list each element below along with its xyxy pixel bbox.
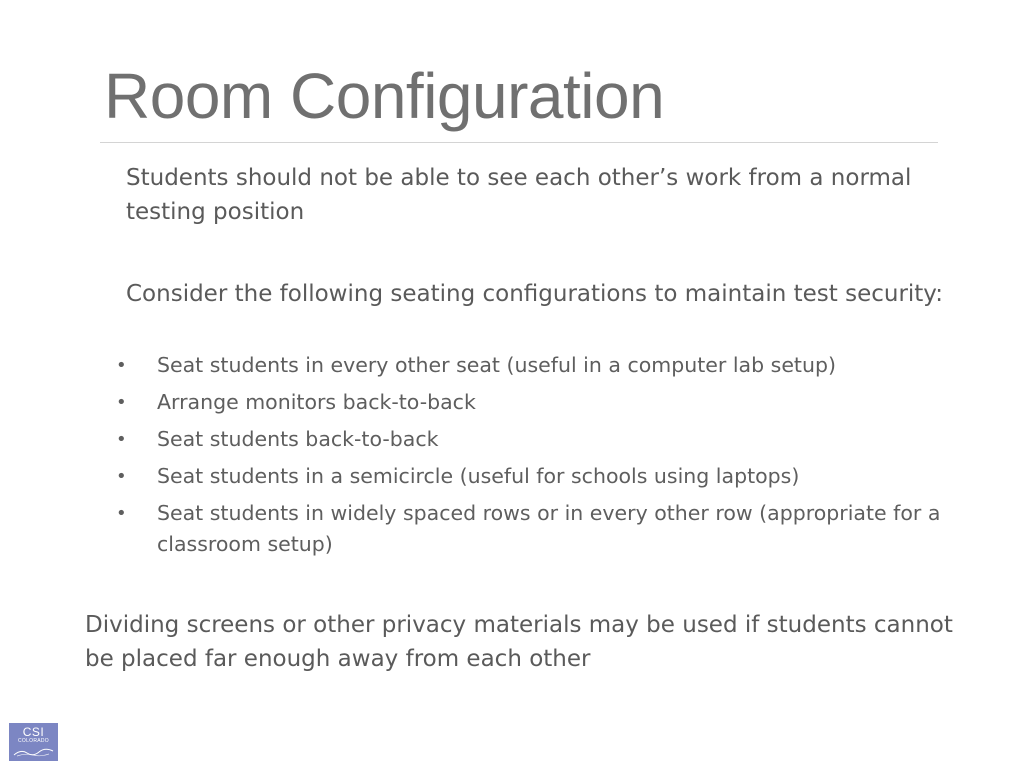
logo-text: CSI xyxy=(22,725,45,739)
bullet-icon: • xyxy=(116,429,127,450)
list-item-text: Seat students in every other seat (useful in a computer lab setup) xyxy=(157,353,836,377)
bullet-icon: • xyxy=(116,466,127,487)
slide-title: Room Configuration xyxy=(104,60,665,132)
title-divider xyxy=(100,142,938,143)
paragraph-privacy-materials: Dividing screens or other privacy materials may be used if students cannot be placed far enough away from each other xyxy=(85,612,953,672)
csi-logo xyxy=(9,723,58,761)
list-item-text: Arrange monitors back-to-back xyxy=(157,390,476,414)
bullet-icon: • xyxy=(116,355,127,376)
list-item xyxy=(112,350,992,381)
list-item xyxy=(112,424,992,455)
list-item-text: Seat students in widely spaced rows or in every other row (appropriate for a classroom setup) xyxy=(157,501,941,556)
paragraph-seating-intro: Consider the following seating configurations to maintain test security: xyxy=(126,281,943,307)
logo-subtext: COLORADO xyxy=(17,738,49,744)
bullet-icon: • xyxy=(116,392,127,413)
list-item-text: Seat students back-to-back xyxy=(157,427,439,451)
paragraph-visibility: Students should not be able to see each other’s work from a normal testing position xyxy=(126,165,912,225)
mountain-wave-icon xyxy=(13,747,54,757)
list-item-text: Seat students in a semicircle (useful for schools using laptops) xyxy=(157,464,800,488)
list-item xyxy=(112,387,992,418)
seating-options-list xyxy=(112,350,992,566)
list-item xyxy=(112,461,992,492)
bullet-icon: • xyxy=(116,503,127,524)
list-item xyxy=(112,498,992,560)
